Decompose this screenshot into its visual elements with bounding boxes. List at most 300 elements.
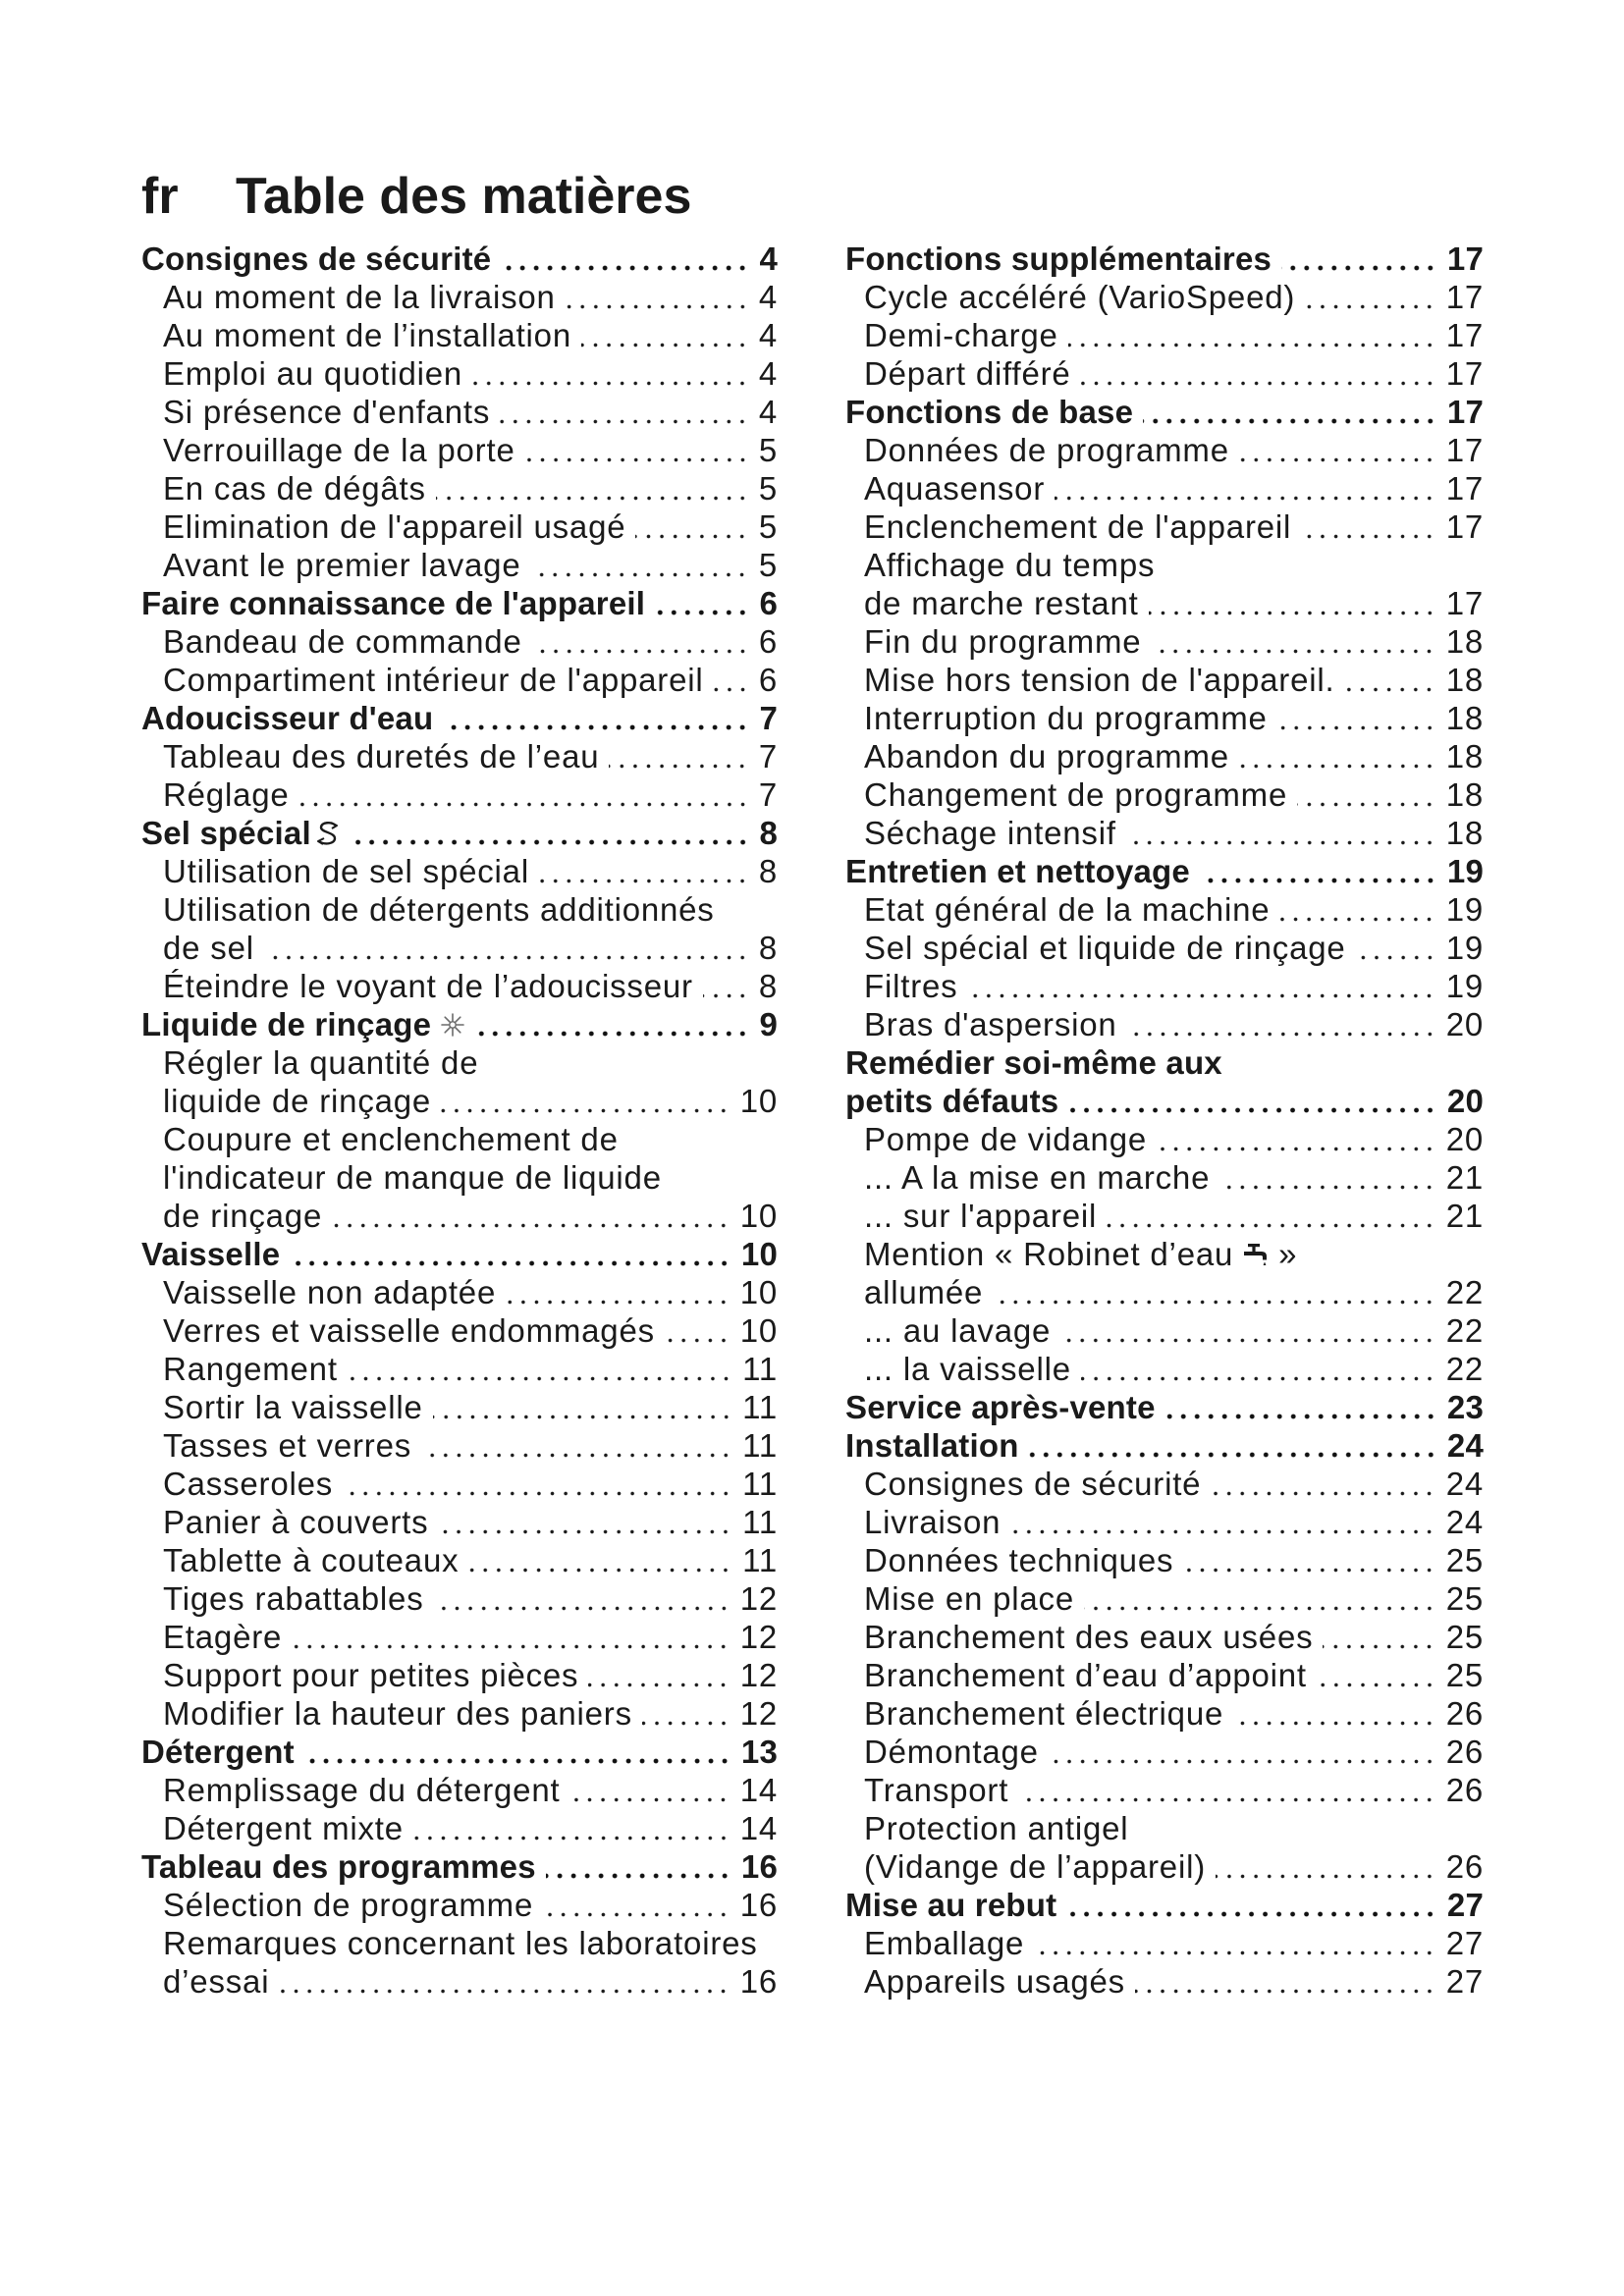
toc-entry [141,1656,778,1694]
toc-entry [845,1694,1484,1733]
dot-leader [475,1005,749,1043]
dot-leader [525,431,749,469]
rinse-aid-icon [440,1012,465,1038]
toc-entry-label: Tableau des duretés de l’eau [163,738,600,774]
toc-entry [141,1579,778,1618]
page-number: 26 [1445,1772,1484,1808]
toc-entry-label: Liquide de rinçage [141,1006,432,1042]
toc-entry-line [845,507,1484,546]
toc-entry-line [845,393,1484,431]
toc-entry [845,354,1484,393]
dot-leader [1034,1924,1436,1962]
toc-entry [845,775,1484,814]
toc-column-right [845,240,1484,2001]
toc-entry-label: Branchement des eaux usées [864,1619,1314,1655]
toc-entry [141,316,778,354]
toc-entry [141,967,778,1005]
page-number: 26 [1445,1734,1484,1770]
dot-leader [566,278,749,316]
toc-section [845,1388,1484,1426]
page-number: 11 [742,1504,778,1540]
toc-entry-line [141,1043,778,1082]
dot-leader [539,852,749,890]
toc-entry [141,1771,778,1809]
dot-leader [1219,1158,1435,1197]
toc-entry-label: (Vidange de l’appareil) [864,1848,1207,1885]
dot-leader [635,507,748,546]
dot-leader [1301,507,1436,546]
toc-entry-line [141,1656,778,1694]
page-number: 19 [1445,968,1484,1004]
toc-entry-line [141,1197,778,1235]
dot-leader [1239,737,1436,775]
toc-entry-label: Bras d'aspersion [864,1006,1117,1042]
page-number: 21 [1445,1198,1484,1234]
toc-entry-line [141,852,778,890]
toc-entry-line [845,967,1484,1005]
page-number: 13 [740,1734,778,1770]
toc-entry-label: Adoucisseur d'eau [141,700,434,736]
dot-leader [1297,775,1436,814]
toc-entry-label: Utilisation de détergents additionnés [163,891,715,928]
toc-entry-label: petits défauts [845,1083,1059,1119]
toc-entry-label: Au moment de l’installation [163,317,571,353]
page-number: 26 [1445,1695,1484,1732]
toc-entry-line [141,278,778,316]
toc-entry [845,1158,1484,1197]
toc-entry-line [845,661,1484,699]
page-number: 22 [1445,1312,1484,1349]
dot-leader [1233,1694,1436,1733]
page-number: 16 [740,1848,778,1885]
dot-leader [1200,852,1437,890]
toc-entry-line [141,1962,778,2001]
toc-entry [141,1465,778,1503]
quote-mark: » [1278,1236,1298,1272]
toc-entry [141,1311,778,1350]
toc-entry-label: Tasses et verres [163,1427,412,1464]
dot-leader [1060,1311,1435,1350]
toc-entry-line [141,1465,778,1503]
dot-leader [546,1847,731,1886]
page-number: 10 [739,1274,778,1310]
toc-entry-line [141,1771,778,1809]
toc-entry-line [141,546,778,584]
page-number: 12 [739,1657,778,1693]
dot-leader [1029,1426,1437,1465]
page-number: 6 [758,662,778,698]
toc-entry-label: ... la vaisselle [864,1351,1071,1387]
dot-leader [1317,1656,1436,1694]
dot-leader [1068,316,1436,354]
toc-entry-line [141,890,778,929]
toc-entry-line [141,622,778,661]
toc-section [845,1426,1484,1465]
toc-entry [141,1924,778,2001]
toc-entry [141,852,778,890]
toc-entry-label: Utilisation de sel spécial [163,853,529,889]
toc-entry-line [845,1503,1484,1541]
toc-entry-label: Elimination de l'appareil usagé [163,508,626,545]
page-number: 11 [742,1389,778,1425]
dot-leader [1277,699,1436,737]
toc-entry-label: Panier à couverts [163,1504,429,1540]
page-number: 12 [739,1695,778,1732]
toc-entry-label: Départ différé [864,355,1071,392]
toc-entry [141,1541,778,1579]
page-number: 4 [758,279,778,315]
toc-entry [141,1694,778,1733]
toc-entry-line [845,1005,1484,1043]
toc-entry-label: Affichage du temps [864,547,1156,583]
salt-icon [314,819,342,848]
toc-entry-label: Données techniques [864,1542,1174,1578]
toc-entry-label: Régler la quantité de [163,1044,479,1081]
toc-entry-line [845,1962,1484,2001]
toc-entry-line [845,584,1484,622]
dot-leader [443,699,749,737]
toc-entry-line [141,1311,778,1350]
toc-section [141,240,778,278]
toc-section [141,1847,778,1886]
toc-entry-line [141,240,778,278]
dot-leader [436,469,749,507]
page-number: 6 [758,623,778,660]
toc-entry-label: Verrouillage de la porte [163,432,515,468]
toc-entry-line [141,1847,778,1886]
page-number: 25 [1445,1619,1484,1655]
page-number: 27 [1445,1925,1484,1961]
toc-entry [845,929,1484,967]
dot-leader [441,1082,731,1120]
toc-entry [845,316,1484,354]
toc-column-left [141,240,778,2001]
page-number: 18 [1445,700,1484,736]
toc-entry-line [845,929,1484,967]
toc-entry [141,507,778,546]
toc-entry-label: Etat général de la machine [864,891,1271,928]
toc-entry-line [845,1311,1484,1350]
dot-leader [1055,469,1436,507]
page-number: 20 [1446,1083,1484,1119]
toc-entry [845,1962,1484,2001]
toc-entry-line [845,546,1484,584]
page-number: 18 [1445,662,1484,698]
dot-leader [1151,622,1435,661]
toc-entry-line [845,1465,1484,1503]
toc-entry-label: Livraison [864,1504,1001,1540]
toc-entry-line [845,737,1484,775]
page-number: 11 [742,1466,778,1502]
toc-entry-label: Avant le premier lavage [163,547,521,583]
page-number: 24 [1445,1466,1484,1502]
dot-leader [1081,1350,1436,1388]
toc-entry-label: liquide de rinçage [163,1083,432,1119]
toc-entry-label: Modifier la hauteur des paniers [163,1695,632,1732]
toc-entry [845,1809,1484,1886]
toc-entry-label: Sel spécial [141,815,311,851]
page-number: 20 [1445,1121,1484,1157]
dot-leader [343,1465,732,1503]
toc-entry-line [845,1082,1484,1120]
toc-entry-label: Interruption du programme [864,700,1268,736]
toc-entry [845,546,1484,622]
toc-entry-line [845,1618,1484,1656]
dot-leader [532,622,749,661]
toc-entry-line [845,1273,1484,1311]
page-number: 10 [740,1236,778,1272]
toc-entry-line [141,1120,778,1158]
toc-entry-line [845,1694,1484,1733]
toc-section [845,1886,1484,1924]
page-number: 18 [1445,738,1484,774]
toc-entry-label: Filtres [864,968,958,1004]
page-number: 21 [1445,1159,1484,1196]
toc-entry-line [141,316,778,354]
page-number: 14 [739,1772,778,1808]
toc-entry [845,1656,1484,1694]
toc-entry-label: Sel spécial et liquide de rinçage [864,930,1346,966]
page-number: 27 [1446,1887,1484,1923]
toc-entry-label: Support pour petites pièces [163,1657,579,1693]
toc-entry-label: Détergent [141,1734,295,1770]
toc-entry [141,661,778,699]
toc-entry-line [141,1694,778,1733]
toc-entry-line [845,240,1484,278]
language-code: fr [141,168,179,225]
toc-entry-line [845,814,1484,852]
dot-leader [581,316,749,354]
toc-entry-line [845,1579,1484,1618]
page-number: 19 [1445,891,1484,928]
toc-entry [141,546,778,584]
toc-entry-line [141,1235,778,1273]
page-number: 17 [1445,317,1484,353]
page-number: 18 [1445,815,1484,851]
page-number: 19 [1445,930,1484,966]
page-number: 18 [1445,623,1484,660]
faucet-icon [1242,1242,1270,1267]
toc-entry-label: Coupure et enclenchement de [163,1121,619,1157]
dot-leader [1143,393,1437,431]
page-number: 5 [758,470,778,507]
toc-entry-label: Emballage [864,1925,1025,1961]
toc-entry [845,814,1484,852]
toc-section [141,584,778,622]
toc-entry [845,1311,1484,1350]
toc-entry-line [141,1733,778,1771]
page-heading [141,167,829,226]
toc-entry [845,699,1484,737]
toc-entry [141,1618,778,1656]
dot-leader [421,1426,732,1465]
toc-entry-label: Aquasensor [864,470,1046,507]
page-number: 8 [758,853,778,889]
page-number: 8 [758,930,778,966]
toc-entry-label: Pompe de vidange [864,1121,1147,1157]
dot-leader [530,546,748,584]
toc-entry [141,1809,778,1847]
toc-entry-line [845,1426,1484,1465]
toc-section [845,393,1484,431]
dot-leader [1135,1962,1436,2001]
toc-entry-label: Séchage intensif [864,815,1116,851]
toc-entry-line [141,1158,778,1197]
dot-leader [665,1311,731,1350]
toc-entry-label: Fin du programme [864,623,1142,660]
dot-leader [1018,1771,1435,1809]
toc-entry-line [141,737,778,775]
toc-entry-line [845,1924,1484,1962]
toc-entry-line [141,507,778,546]
toc-entry-line [141,1082,778,1120]
dot-leader [434,1579,731,1618]
toc-entry-line [141,1503,778,1541]
toc-entry-label: Fonctions de base [845,394,1134,430]
toc-entry-line [845,1197,1484,1235]
toc-section [845,1043,1484,1120]
toc-entry-line [845,354,1484,393]
toc-entry [141,278,778,316]
toc-entry [845,1235,1484,1311]
toc-entry [141,469,778,507]
page-number: 9 [759,1006,778,1042]
toc-entry-label: Sortir la vaisselle [163,1389,423,1425]
toc-entry [845,1579,1484,1618]
dot-leader [714,661,749,699]
dot-leader [433,1388,733,1426]
toc-entry-line [845,1043,1484,1082]
toc-entry-label: ... A la mise en marche [864,1159,1211,1196]
dot-leader [1126,814,1436,852]
page-number: 10 [739,1083,778,1119]
toc-entry-line [141,1618,778,1656]
page-number: 7 [758,738,778,774]
dot-leader [1084,1579,1436,1618]
toc-entry-label: Faire connaissance de l'appareil [141,585,646,621]
toc-entry-label: Réglage [163,776,290,813]
dot-leader [1068,1082,1437,1120]
toc-entry-line [845,699,1484,737]
toc-entry-line [141,1924,778,1962]
page-number: 5 [758,432,778,468]
toc-entry-line [141,393,778,431]
toc-entry-line [845,469,1484,507]
toc-entry-label: d’essai [163,1963,270,2000]
toc-entry-label: Protection antigel [864,1810,1129,1846]
toc-entry [141,1350,778,1388]
toc-entry-label: de rinçage [163,1198,323,1234]
page-number: 11 [742,1542,778,1578]
toc-entry-line [141,814,778,852]
toc-entry-label: allumée [864,1274,984,1310]
toc-section [141,1235,778,1273]
page-number: 24 [1445,1504,1484,1540]
toc-entry [845,1465,1484,1503]
toc-entry [845,622,1484,661]
toc-entry [141,431,778,469]
page-number: 4 [758,317,778,353]
page-number: 22 [1445,1351,1484,1387]
toc-entry [141,354,778,393]
toc-entry-line [141,1350,778,1388]
toc-entry [141,737,778,775]
toc-entry-line [141,775,778,814]
toc-entry-label: Mise en place [864,1580,1075,1617]
toc-entry-label: Enclenchement de l'appareil [864,508,1292,545]
toc-entry-line [845,1541,1484,1579]
toc-entry-label: Mise au rebut [845,1887,1057,1923]
toc-entry-line [141,1273,778,1311]
toc-entry-line [845,1771,1484,1809]
toc-section [845,240,1484,278]
dot-leader [413,1809,731,1847]
toc-entry-label: Consignes de sécurité [141,240,492,277]
toc-entry-label: Cycle accéléré (VarioSpeed) [864,279,1296,315]
toc-entry-label: Tablette à couteaux [163,1542,460,1578]
page-number: 6 [759,585,778,621]
toc-entry [845,278,1484,316]
dot-leader [1211,1465,1435,1503]
toc-entry-line [141,469,778,507]
page-number: 7 [758,776,778,813]
dot-leader [1216,1847,1436,1886]
toc-entry [845,1541,1484,1579]
toc-entry-line [845,1235,1484,1273]
toc-section [141,699,778,737]
toc-entry-line [141,1388,778,1426]
toc-entry [141,775,778,814]
dot-leader [569,1771,730,1809]
page-number: 4 [759,240,778,277]
toc-entry-line [845,1847,1484,1886]
dot-leader [299,775,749,814]
toc-entry [845,507,1484,546]
toc-entry-label: Détergent mixte [163,1810,404,1846]
toc-entry-label: Données de programme [864,432,1229,468]
page-number: 8 [758,968,778,1004]
toc-entry-line [845,1120,1484,1158]
toc-entry-label: Au moment de la livraison [163,279,556,315]
toc-entry-label: Consignes de sécurité [864,1466,1202,1502]
page-number: 24 [1446,1427,1484,1464]
dot-leader [290,1235,731,1273]
dot-leader [1149,584,1436,622]
toc-entry-label: de sel [163,930,254,966]
toc-entry-label: Service après-vente [845,1389,1156,1425]
toc-entry [141,890,778,967]
dot-leader [1107,1197,1436,1235]
page-number: 23 [1446,1389,1484,1425]
toc-entry-label: ... sur l'appareil [864,1198,1098,1234]
dot-leader [993,1273,1436,1311]
page-number: 4 [758,394,778,430]
toc-entry-label: Appareils usagés [864,1963,1125,2000]
dot-leader [500,393,749,431]
toc-entry-label: Etagère [163,1619,283,1655]
dot-leader [468,1541,732,1579]
dot-leader [352,814,750,852]
toc-section [141,814,778,852]
toc-entry-label: Verres et vaisselle endommagés [163,1312,655,1349]
toc-entry [845,890,1484,929]
toc-entry-line [141,1541,778,1579]
toc-entry-line [141,584,778,622]
toc-entry-line [845,1809,1484,1847]
toc-entry [845,469,1484,507]
page-number: 5 [758,547,778,583]
toc-entry-label: Sélection de programme [163,1887,534,1923]
